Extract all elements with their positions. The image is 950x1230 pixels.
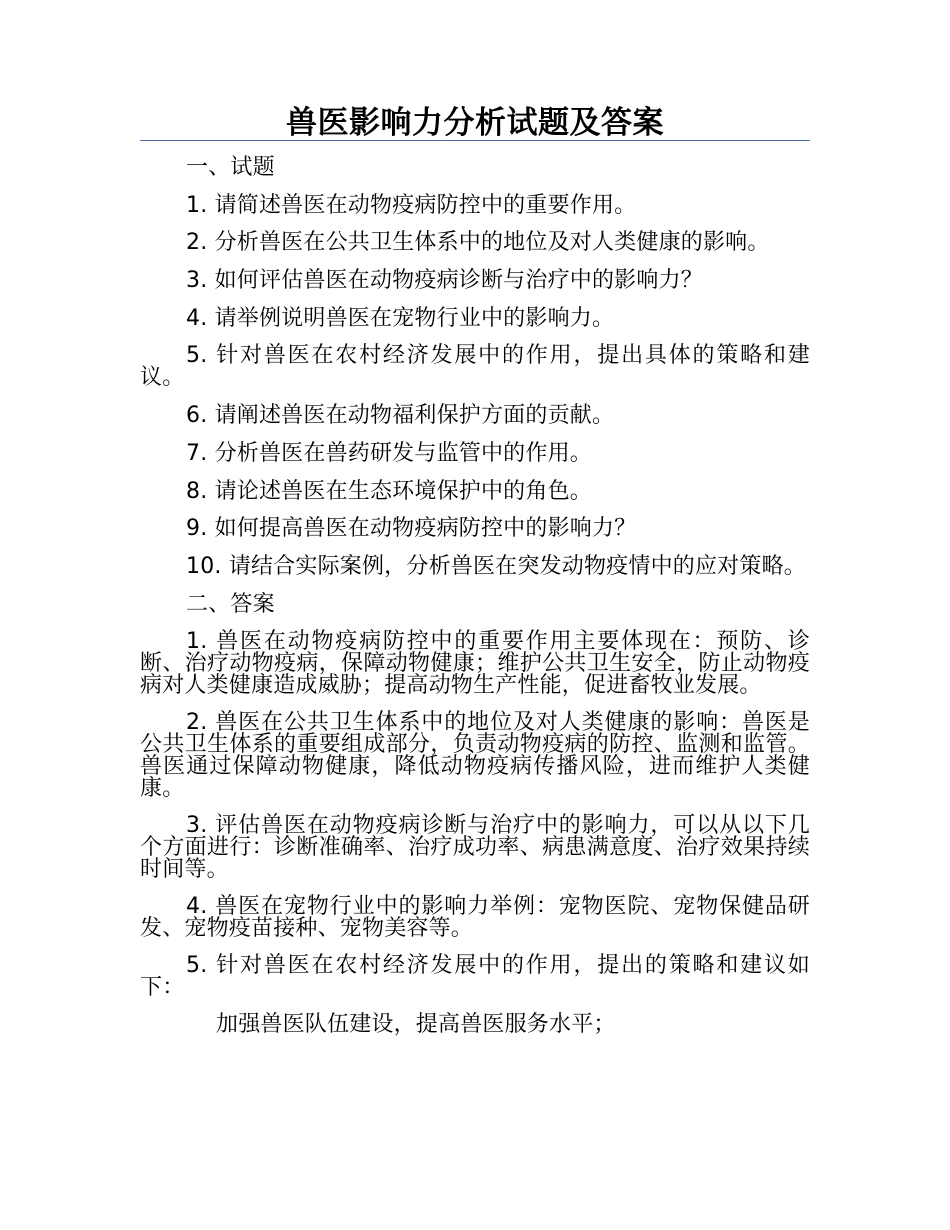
question-10: 10. 请结合实际案例，分析兽医在突发动物疫情中的应对策略。 <box>186 553 806 579</box>
question-5: 5. 针对兽医在农村经济发展中的作用，提出具体的策略和建议。 <box>140 343 810 391</box>
question-9: 9. 如何提高兽医在动物疫病防控中的影响力？ <box>186 516 637 542</box>
question-3: 3. 如何评估兽医在动物疫病诊断与治疗中的影响力？ <box>186 268 703 294</box>
question-1: 1. 请简述兽医在动物疫病防控中的重要作用。 <box>186 192 637 218</box>
answer-5-point-1: 加强兽医队伍建设，提高兽医服务水平； <box>216 1012 616 1038</box>
answer-5: 5. 针对兽医在农村经济发展中的作用，提出的策略和建议如下： <box>140 953 810 1001</box>
question-8: 8. 请论述兽医在生态环境保护中的角色。 <box>186 478 592 504</box>
document-body <box>140 157 810 1036</box>
section-heading-answers: 二、答案 <box>186 591 275 617</box>
answer-4: 4. 兽医在宠物行业中的影响力举例：宠物医院、宠物保健品研发、宠物疫苗接种、宠物美容等。 <box>140 894 810 942</box>
answer-1: 1. 兽医在动物疫病防控中的重要作用主要体现在：预防、诊断、治疗动物疫病，保障动物健康；维护公共卫生安全，防止动物疫病对人类健康造成威胁；提高动物生产性能，促进畜牧业发展。 <box>140 629 810 699</box>
question-6: 6. 请阐述兽医在动物福利保护方面的贡献。 <box>186 403 615 429</box>
answer-2: 2. 兽医在公共卫生体系中的地位及对人类健康的影响：兽医是公共卫生体系的重要组成部分，负责动物疫病的防控、监测和监管。兽医通过保障动物健康，降低动物疫病传播风险，进而维护人类健康。 <box>140 710 810 802</box>
document-title: 兽医影响力分析试题及答案 <box>286 105 664 141</box>
question-4: 4. 请举例说明兽医在宠物行业中的影响力。 <box>186 305 615 331</box>
question-2: 2. 分析兽医在公共卫生体系中的地位及对人类健康的影响。 <box>186 230 770 256</box>
question-7: 7. 分析兽医在兽药研发与监管中的作用。 <box>186 440 592 466</box>
section-heading-questions: 一、试题 <box>186 155 275 180</box>
title-underline <box>140 140 810 141</box>
answer-3: 3. 评估兽医在动物疫病诊断与治疗中的影响力，可以从以下几个方面进行：诊断准确率、治疗成功率、病患满意度、治疗效果持续时间等。 <box>140 813 810 883</box>
